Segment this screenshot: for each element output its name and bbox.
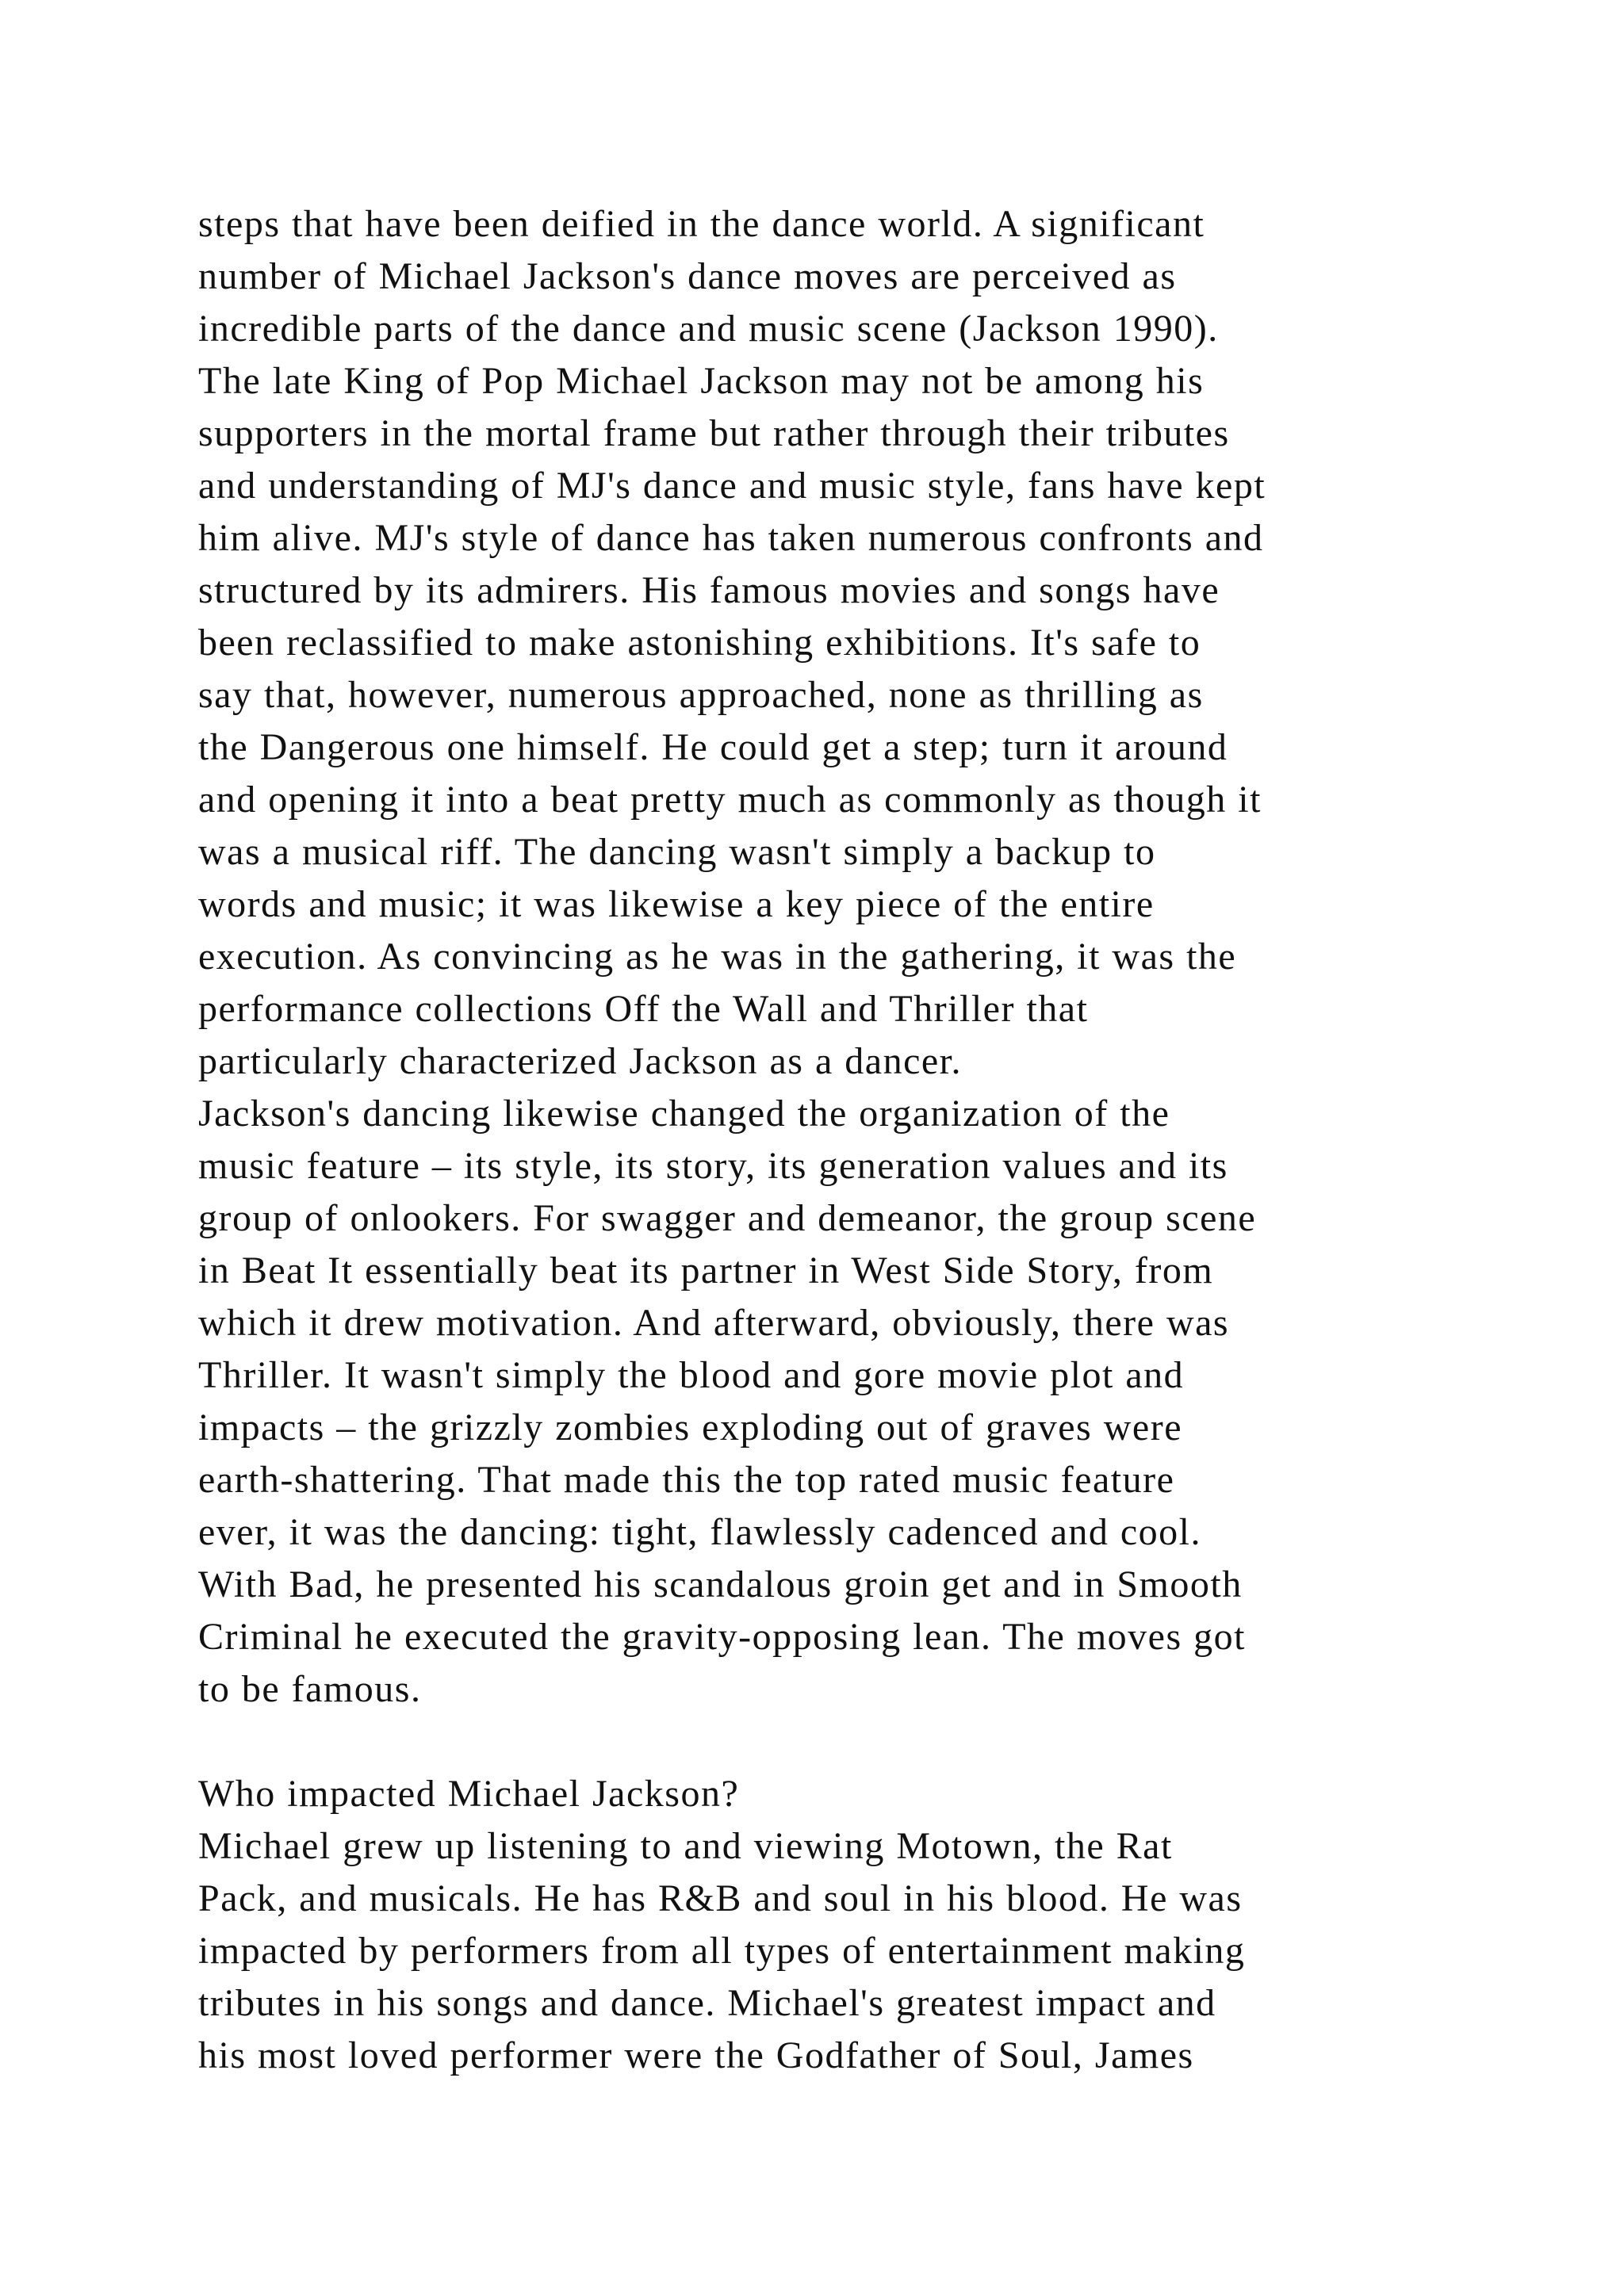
- paragraph-3: [198, 1820, 1546, 2082]
- text-line: and understanding of MJ's dance and music style, fans have kept: [198, 465, 1266, 507]
- text-line: With Bad, he presented his scandalous groin get and in Smooth: [198, 1563, 1243, 1605]
- text-line: him alive. MJ's style of dance has taken numerous confronts and: [198, 517, 1264, 559]
- text-line: been reclassified to make astonishing exhibitions. It's safe to: [198, 622, 1201, 664]
- text-line: The late King of Pop Michael Jackson may not be among his: [198, 360, 1205, 402]
- section-heading: Who impacted Michael Jackson?: [198, 1773, 740, 1815]
- text-line: impacts – the grizzly zombies exploding out of graves were: [198, 1406, 1182, 1448]
- text-line: Jackson's dancing likewise changed the organization of the: [198, 1093, 1170, 1135]
- paragraph-1: [198, 198, 1546, 1088]
- text-line: Criminal he executed the gravity-opposing lean. The moves got: [198, 1616, 1246, 1658]
- text-line: impacted by performers from all types of entertainment making: [198, 1930, 1246, 1972]
- text-line: Pack, and musicals. He has R&B and soul in his blood. He was: [198, 1877, 1243, 1919]
- text-line: ever, it was the dancing: tight, flawlessly cadenced and cool.: [198, 1511, 1202, 1553]
- text-line: number of Michael Jackson's dance moves are perceived as: [198, 255, 1177, 297]
- text-line: to be famous.: [198, 1668, 422, 1710]
- text-line: execution. As convincing as he was in the gathering, it was the: [198, 936, 1237, 978]
- text-line: performance collections Off the Wall and Thriller that: [198, 988, 1089, 1030]
- paragraph-2: [198, 1088, 1546, 1716]
- text-line: incredible parts of the dance and music scene (Jackson 1990).: [198, 308, 1219, 350]
- document-body: [198, 198, 1546, 2082]
- text-line: Thriller. It wasn't simply the blood and gore movie plot and: [198, 1354, 1185, 1396]
- text-line: steps that have been deified in the dance world. A significant: [198, 203, 1205, 245]
- text-line: his most loved performer were the Godfather of Soul, James: [198, 2034, 1194, 2076]
- text-line: earth-shattering. That made this the top rated music feature: [198, 1459, 1175, 1501]
- paragraph-spacer: [198, 1716, 1546, 1768]
- text-line: supporters in the mortal frame but rather through their tributes: [198, 412, 1230, 454]
- text-line: music feature – its style, its story, its generation values and its: [198, 1145, 1228, 1187]
- text-line: which it drew motivation. And afterward, obviously, there was: [198, 1302, 1230, 1344]
- text-line: Michael grew up listening to and viewing Motown, the Rat: [198, 1825, 1173, 1867]
- text-line: the Dangerous one himself. He could get a step; turn it around: [198, 726, 1228, 768]
- text-line: particularly characterized Jackson as a dancer.: [198, 1040, 963, 1082]
- text-line: group of onlookers. For swagger and demeanor, the group scene: [198, 1197, 1257, 1239]
- text-line: structured by its admirers. His famous movies and songs have: [198, 569, 1220, 611]
- text-line: was a musical riff. The dancing wasn't simply a backup to: [198, 831, 1156, 873]
- text-line: tributes in his songs and dance. Michael's greatest impact and: [198, 1982, 1216, 2024]
- text-line: and opening it into a beat pretty much as commonly as though it: [198, 779, 1262, 821]
- text-line: say that, however, numerous approached, none as thrilling as: [198, 674, 1204, 716]
- text-line: words and music; it was likewise a key piece of the entire: [198, 883, 1155, 925]
- text-line: in Beat It essentially beat its partner in West Side Story, from: [198, 1249, 1214, 1292]
